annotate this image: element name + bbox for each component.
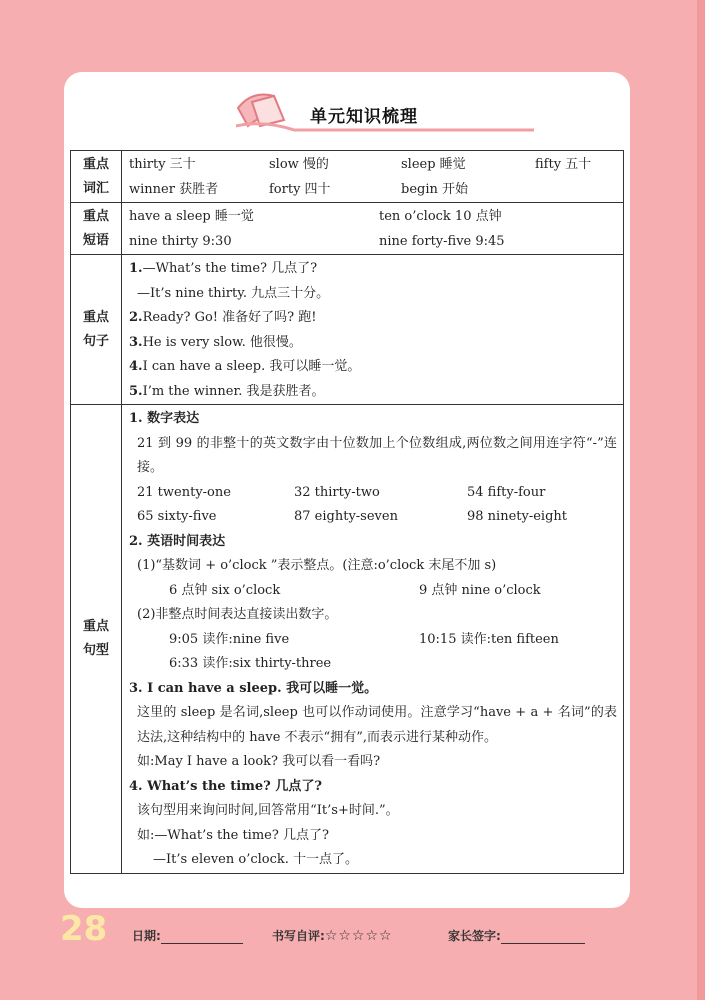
phrase-line-2 [129, 230, 617, 255]
pattern-example: 如:—What’s the time? 几点了? [137, 827, 329, 843]
time-examples: 9:05 读作:nine five 10:15 读作:ten fifteen [169, 631, 559, 647]
patterns-row [71, 405, 624, 874]
vocab-label: 重点 词汇 [71, 151, 122, 203]
date-field[interactable]: 日期: [132, 927, 243, 944]
phrase-line-1 [129, 205, 617, 230]
pattern-paragraph: 该句型用来询问时间,回答常用“It’s+时间.”。 [137, 803, 399, 818]
sentences-row [71, 255, 624, 405]
number-examples: 65 sixty-five 87 eighty-seven 98 ninety-eight [137, 509, 568, 524]
time-examples: 6:33 读作:six thirty-three [169, 656, 332, 671]
sentence-line: 5.I’m the winner. 我是获胜者。 [129, 383, 325, 399]
sentence-line: 2.Ready? Go! 准备好了吗? 跑! [129, 310, 317, 325]
sentence-line: —It’s nine thirty. 九点三十分。 [137, 285, 330, 301]
pattern-heading: 1. 数字表达 [129, 411, 200, 426]
vocab-item: begin 开始 [401, 181, 468, 197]
sentence-line: 3.He is very slow. 他很慢。 [129, 334, 302, 350]
pattern-subheading: (2)非整点时间表达直接读出数字。 [137, 607, 338, 622]
pattern-paragraph: 这里的 sleep 是名词,sleep 也可以作动词使用。注意学习“have + a + 名词”的表达法,这种结构中的 have 不表示“拥有”,而表示进行某种动作。 [137, 705, 617, 745]
pattern-heading: 3. I can have a sleep. 我可以睡一觉。 [129, 680, 378, 696]
vocab-line-1 [129, 153, 617, 178]
star-rating[interactable]: ☆☆☆☆☆ [324, 928, 393, 944]
vocab-item: winner 获胜者 [129, 181, 219, 197]
patterns-label: 重点 句型 [71, 405, 122, 874]
phrases-row [71, 203, 624, 255]
pattern-paragraph: 21 到 99 的非整十的英文数字由十位数加上个位数组成,两位数之间用连字符“-”连接。 [137, 435, 617, 475]
page-number: 28 [60, 909, 108, 949]
pattern-subheading: (1)“基数词 + o’clock ”表示整点。(注意:o’clock 末尾不加 s) [137, 558, 497, 573]
time-examples: 6 点钟 six o’clock 9 点钟 nine o’clock [169, 582, 541, 598]
vocab-item: thirty 三十 [129, 157, 196, 172]
vocab-item: fifty 五十 [535, 157, 592, 172]
content-card [64, 72, 630, 908]
page-title: 单元知识梳理 [310, 107, 418, 127]
page-footer [0, 905, 705, 955]
vocab-row [71, 151, 624, 203]
pattern-heading: 2. 英语时间表达 [129, 533, 226, 549]
phrase-item: have a sleep 睡一觉 [129, 209, 254, 224]
number-examples: 21 twenty-one 32 thirty-two 54 fifty-four [137, 484, 546, 500]
self-evaluation: 书写自评:☆☆☆☆☆ [272, 928, 393, 944]
sentences-label: 重点 句子 [71, 255, 122, 405]
parent-signature-field[interactable]: 家长签字: [448, 927, 585, 944]
pattern-example: —It’s eleven o’clock. 十一点了。 [153, 852, 359, 867]
vocab-item: sleep 睡觉 [401, 157, 466, 172]
knowledge-table [70, 150, 624, 874]
pattern-example: 如:May I have a look? 我可以看一看吗? [137, 754, 381, 769]
phrase-item: nine thirty 9:30 [129, 233, 232, 249]
sentence-line: 4.I can have a sleep. 我可以睡一觉。 [129, 359, 361, 374]
vocab-item: forty 四十 [269, 181, 331, 197]
pattern-heading: 4. What’s the time? 几点了? [129, 778, 322, 794]
phrase-item: nine forty-five 9:45 [379, 233, 505, 249]
section-header [234, 86, 564, 136]
phrase-item: ten o’clock 10 点钟 [379, 209, 502, 224]
vocab-line-2 [129, 178, 617, 203]
phrases-label: 重点 短语 [71, 203, 122, 255]
sentence-line: 1.—What’s the time? 几点了? [129, 261, 318, 276]
book-spine [697, 0, 705, 1000]
vocab-item: slow 慢的 [269, 157, 329, 172]
